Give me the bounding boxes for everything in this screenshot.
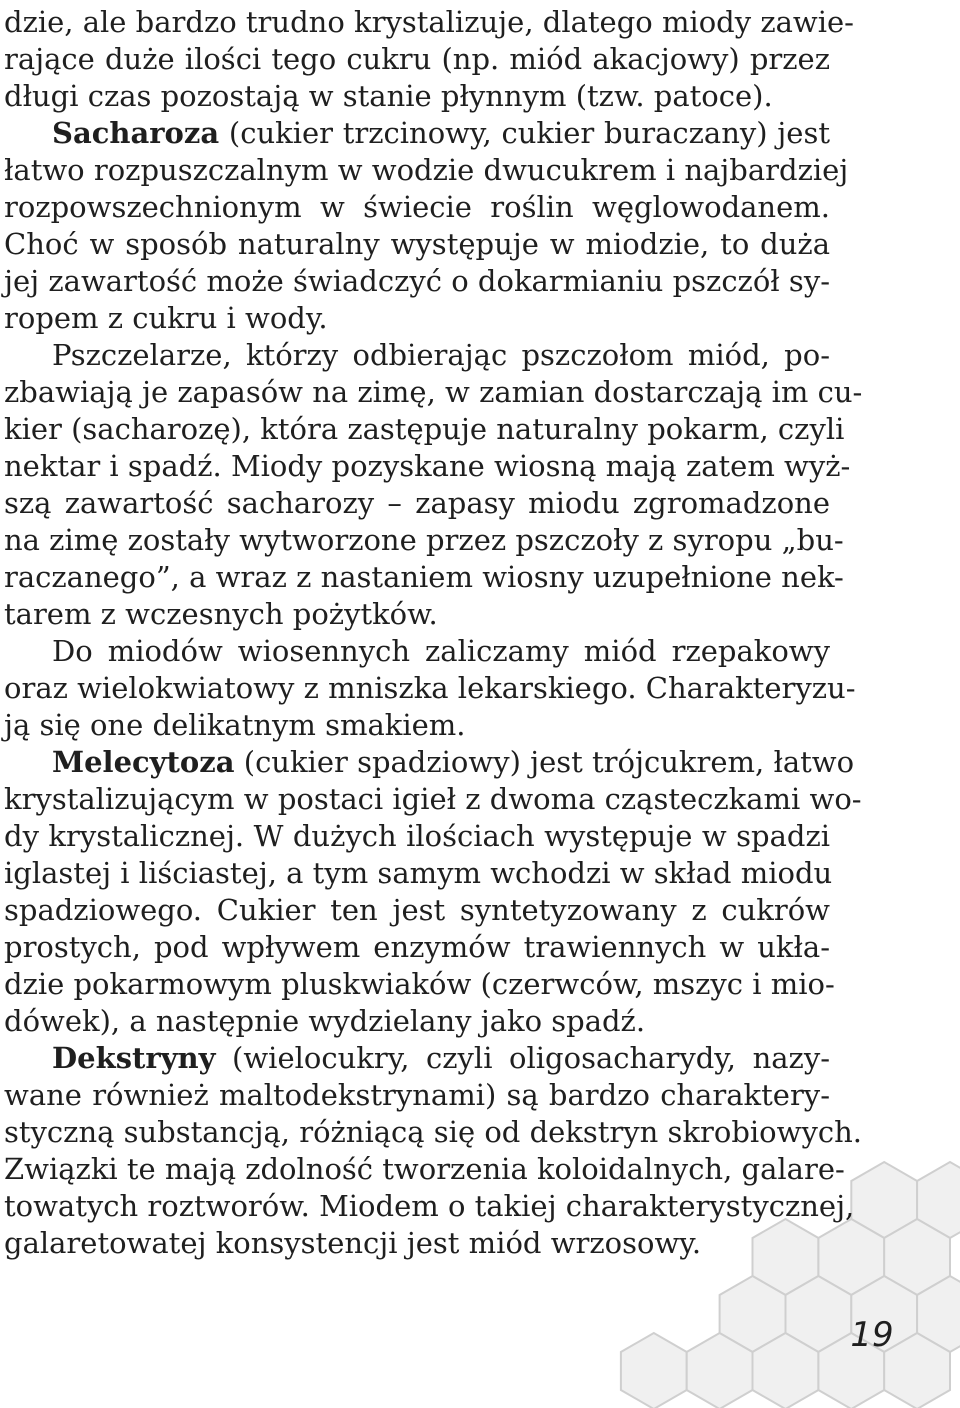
text-line [4,448,851,485]
text-line [4,1151,845,1188]
text-line [4,855,833,892]
text-line [4,263,830,300]
text-line [4,818,830,855]
line-text: (cukier trzcinowy, cukier buraczany) jest [219,116,830,150]
line-text: iglastej i liściastej, a tym samym wchodzi w skład miodu [4,856,833,890]
text-line [4,966,835,1003]
text-line [4,189,830,226]
line-text: nektar i spadź. Miody pozyskane wiosną mają zatem wyż- [4,449,851,483]
line-text: (wielocukry, czyli oligosacharydy, nazy- [215,1041,830,1075]
text-line [4,1003,830,1040]
line-text: dy krystalicznej. W dużych ilościach występuje w spadzi [4,819,830,853]
text-line [4,670,856,707]
line-text: Związki te mają zdolność tworzenia koloidalnych, galare- [4,1152,845,1186]
line-text: (cukier spadziowy) jest trójcukrem, łatwo [234,745,855,779]
line-text: jej zawartość może świadczyć o dokarmianiu pszczół sy- [4,264,830,298]
text-line [4,633,830,670]
line-text: towatych roztworów. Miodem o takiej charakterystycznej, [4,1189,855,1223]
line-text: prostych, pod wpływem enzymów trawiennych w ukła- [4,930,830,964]
defined-term: Dekstryny [52,1041,216,1075]
line-text: rające duże ilości tego cukru (np. miód akacjowy) przez [4,42,830,76]
text-line [4,744,855,781]
line-text: tarem z wczesnych pożytków. [4,597,438,631]
honeycomb-cell [621,1333,687,1408]
text-line [4,485,830,522]
defined-term: Melecytoza [52,745,235,779]
line-text: ropem z cukru i wody. [4,301,328,335]
text-line [4,1040,830,1077]
line-text: dzie pokarmowym pluskwiaków (czerwców, mszyc i mio- [4,967,835,1001]
text-line [4,411,845,448]
text-line [4,707,830,744]
text-line [4,41,830,78]
page-number: 19 [850,1315,894,1355]
text-line [4,1188,855,1225]
defined-term: Sacharoza [52,116,220,150]
line-text: łatwo rozpuszczalnym w wodzie dwucukrem i najbardziej [4,153,849,187]
line-text: wane również maltodekstrynami) są bardzo charaktery- [4,1078,830,1112]
line-text: ją się one delikatnym smakiem. [4,708,466,742]
line-text: rozpowszechnionym w świecie roślin węglowodanem. [4,190,830,224]
text-line [4,1225,830,1262]
line-text: styczną substancją, różniącą się od dekstryn skrobiowych. [4,1115,862,1149]
line-text: szą zawartość sacharozy – zapasy miodu zgromadzone [4,486,830,520]
line-text: Pszczelarze, którzy odbierając pszczołom miód, po- [52,338,830,372]
text-line [4,226,830,263]
text-line [4,596,830,633]
line-text: dówek), a następnie wydzielany jako spadź. [4,1004,646,1038]
text-line [4,559,844,596]
text-line [4,1077,830,1114]
text-line [4,522,844,559]
line-text: kier (sacharozę), która zastępuje naturalny pokarm, czyli [4,412,845,446]
line-text: dzie, ale bardzo trudno krystalizuje, dlatego miody zawie- [4,5,854,39]
text-line [4,1114,862,1151]
text-line [4,152,849,189]
line-text: na zimę zostały wytworzone przez pszczoły z syropu „bu- [4,523,844,557]
text-line [4,929,830,966]
line-text: krystalizującym w postaci igieł z dwoma cząsteczkami wo- [4,782,862,816]
text-line [4,78,830,115]
text-line [4,4,854,41]
line-text: spadziowego. Cukier ten jest syntetyzowany z cukrów [4,893,830,927]
line-text: Choć w sposób naturalny występuje w miodzie, to duża [4,227,830,261]
text-line [4,115,830,152]
line-text: długi czas pozostają w stanie płynnym (tzw. patoce). [4,79,773,113]
line-text: raczanego”, a wraz z nastaniem wiosny uzupełnione nek- [4,560,844,594]
text-line [4,374,863,411]
text-line [4,781,862,818]
line-text: galaretowatej konsystencji jest miód wrzosowy. [4,1226,702,1260]
line-text: oraz wielokwiatowy z mniszka lekarskiego. Charakteryzu- [4,671,856,705]
text-line [4,300,830,337]
text-line [4,892,830,929]
line-text: Do miodów wiosennych zaliczamy miód rzepakowy [52,634,830,668]
line-text: zbawiają je zapasów na zimę, w zamian dostarczają im cu- [4,375,863,409]
text-line [4,337,830,374]
